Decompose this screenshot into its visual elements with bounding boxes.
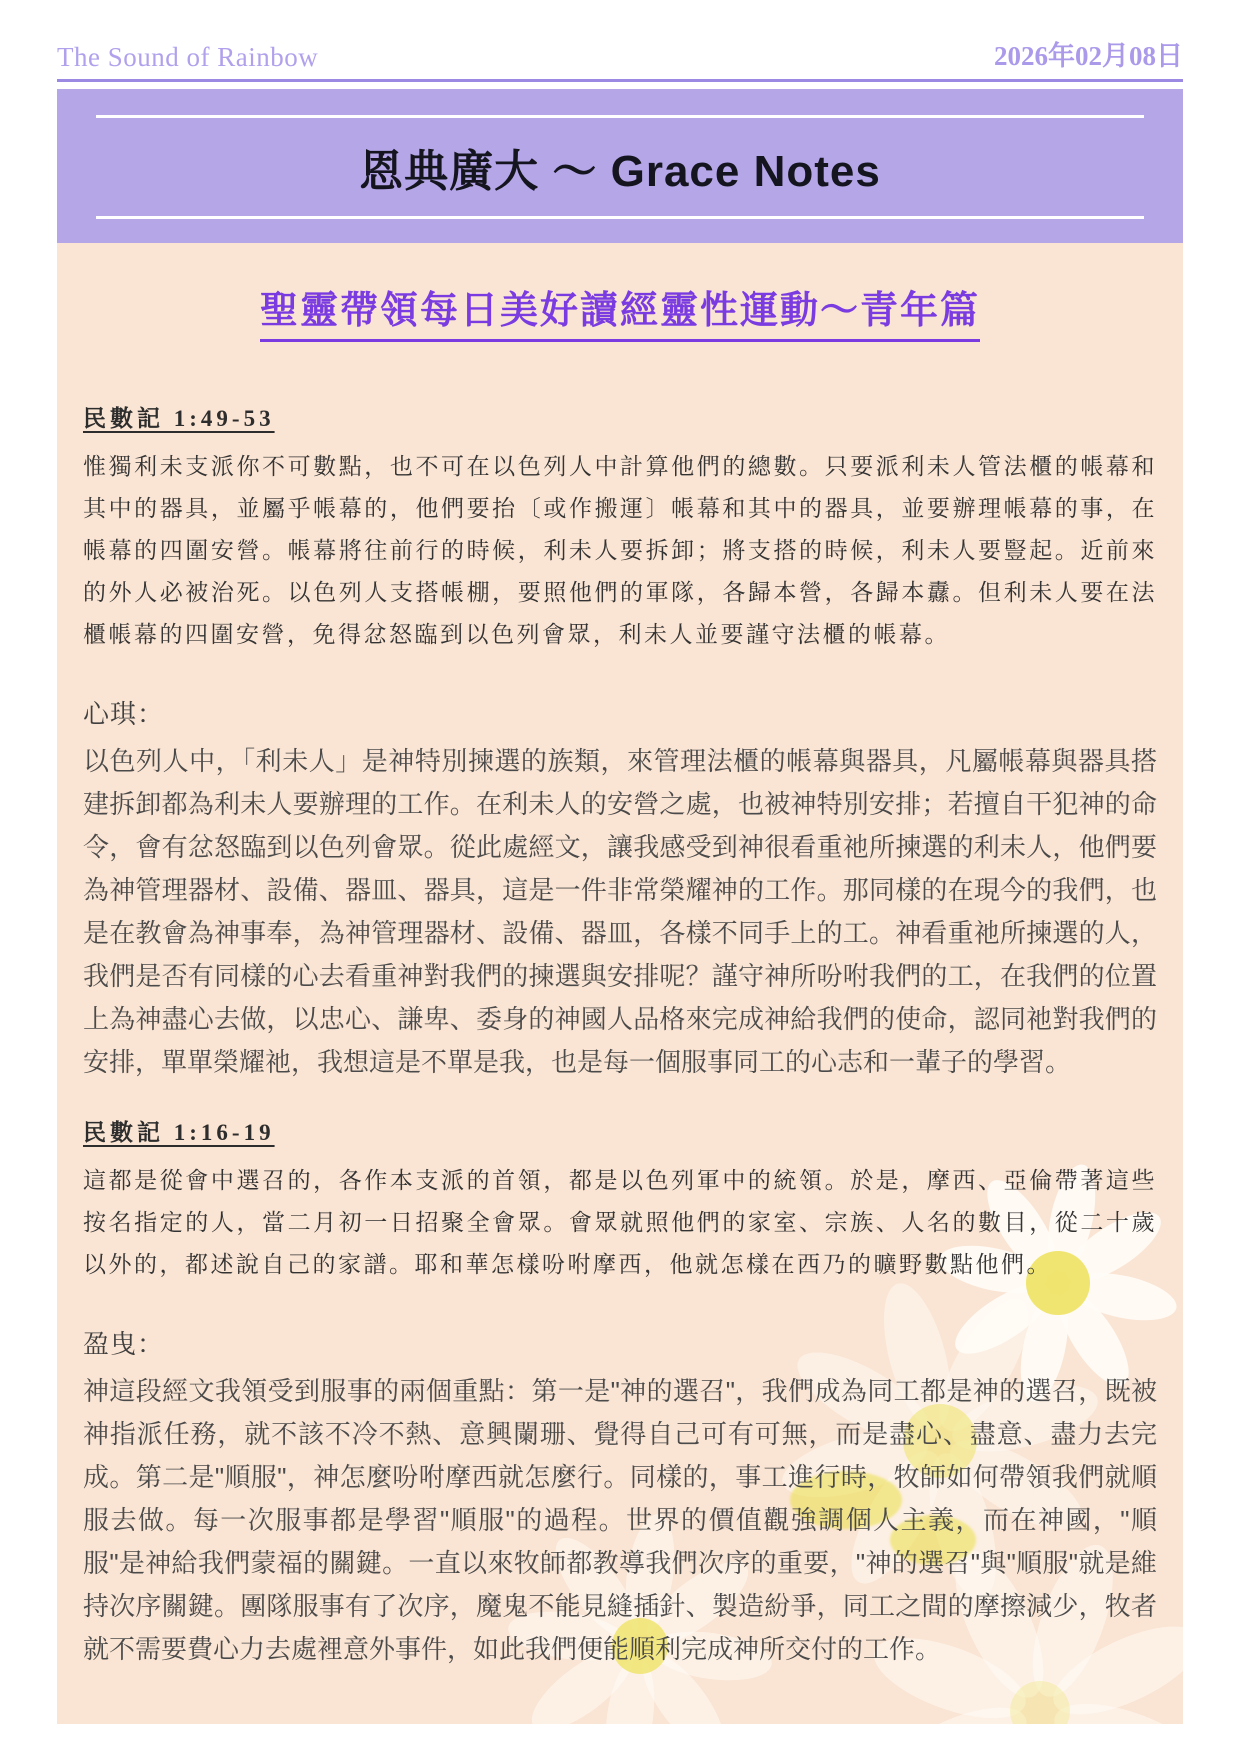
scripture-reference: 民數記 1:16-19 <box>83 1120 275 1145</box>
issue-date: 2026年02月08日 <box>994 41 1183 71</box>
article-body <box>57 243 1183 1671</box>
banner-divider-top <box>96 115 1143 118</box>
site-title: The Sound of Rainbow <box>57 42 319 72</box>
banner-divider-bottom <box>96 216 1143 219</box>
content-area <box>57 243 1183 1724</box>
newsletter-title: 恩典廣大 ～ Grace Notes <box>359 147 881 196</box>
page-header <box>57 0 1183 82</box>
scripture-text: 這都是從會中選召的，各作本支派的首領，都是以色列軍中的統領。於是，摩西、亞倫帶著這些按名指定的人，當二月初一日招聚全會眾。會眾就照他們的家室、宗族、人名的數目，從二十歲以外的，都述說自己的家譜。耶和華怎樣吩咐摩西，他就怎樣在西乃的曠野數點他們。 <box>83 1168 1157 1277</box>
scripture-text: 惟獨利未支派你不可數點，也不可在以色列人中計算他們的總數。只要派利未人管法櫃的帳幕和其中的器具，並屬乎帳幕的，他們要抬〔或作搬運〕帳幕和其中的器具，並要辦理帳幕的事，在帳幕的四圍安營。帳幕將往前行的時候，利未人要拆卸；將支搭的時候，利未人要豎起。近前來的外人必被治死。以色列人支搭帳棚，要照他們的軍隊，各歸本營，各歸本纛。但利未人要在法櫃帳幕的四圍安營，免得忿怒臨到以色列會眾，利未人並要謹守法櫃的帳幕。 <box>83 454 1157 647</box>
commentary-text: 以色列人中，「利未人」是神特別揀選的族類，來管理法櫃的帳幕與器具，凡屬帳幕與器具搭建拆卸都為利未人要辦理的工作。在利未人的安營之處，也被神特別安排；若擅自干犯神的命令，會有忿怒臨到以色列會眾。從此處經文，讓我感受到神很看重祂所揀選的利未人，他們要為神管理器材、設備、器皿、器具，這是一件非常榮耀神的工作。那同樣的在現今的我們，也是在教會為神事奉，為神管理器材、設備、器皿，各樣不同手上的工。神看重祂所揀選的人，我們是否有同樣的心去看重神對我們的揀選與安排呢？謹守神所吩咐我們的工，在我們的位置上為神盡心去做，以忠心、謙卑、委身的神國人品格來完成神給我們的使命，認同祂對我們的安排，單單榮耀祂，我想這是不單是我，也是每一個服事同工的心志和一輩子的學習。 <box>83 746 1157 1077</box>
commentary-author: 心琪： <box>83 699 165 729</box>
program-title: 聖靈帶領每日美好讀經靈性運動～青年篇 <box>260 279 980 342</box>
title-banner <box>57 89 1183 243</box>
commentary-text: 神這段經文我領受到服事的兩個重點：第一是"神的選召"，我們成為同工都是神的選召，既被神指派任務，就不該不冷不熱、意興闌珊、覺得自己可有可無，而是盡心、盡意、盡力去完成。第二是"順服"，神怎麼吩咐摩西就怎麼行。同樣的，事工進行時，牧師如何帶領我們就順服去做。每一次服事都是學習"順服"的過程。世界的價值觀強調個人主義，而在神國，"順服"是神給我們蒙福的關鍵。一直以來牧師都教導我們次序的重要，"神的選召"與"順服"就是維持次序關鍵。團隊服事有了次序，魔鬼不能見縫插針、製造紛爭，同工之間的摩擦減少，牧者就不需要費心力去處裡意外事件，如此我們便能順利完成神所交付的工作。 <box>83 1376 1157 1664</box>
newsletter-page <box>57 0 1183 1724</box>
scripture-reference: 民數記 1:49-53 <box>83 406 275 431</box>
commentary-author: 盈曳： <box>83 1329 165 1359</box>
